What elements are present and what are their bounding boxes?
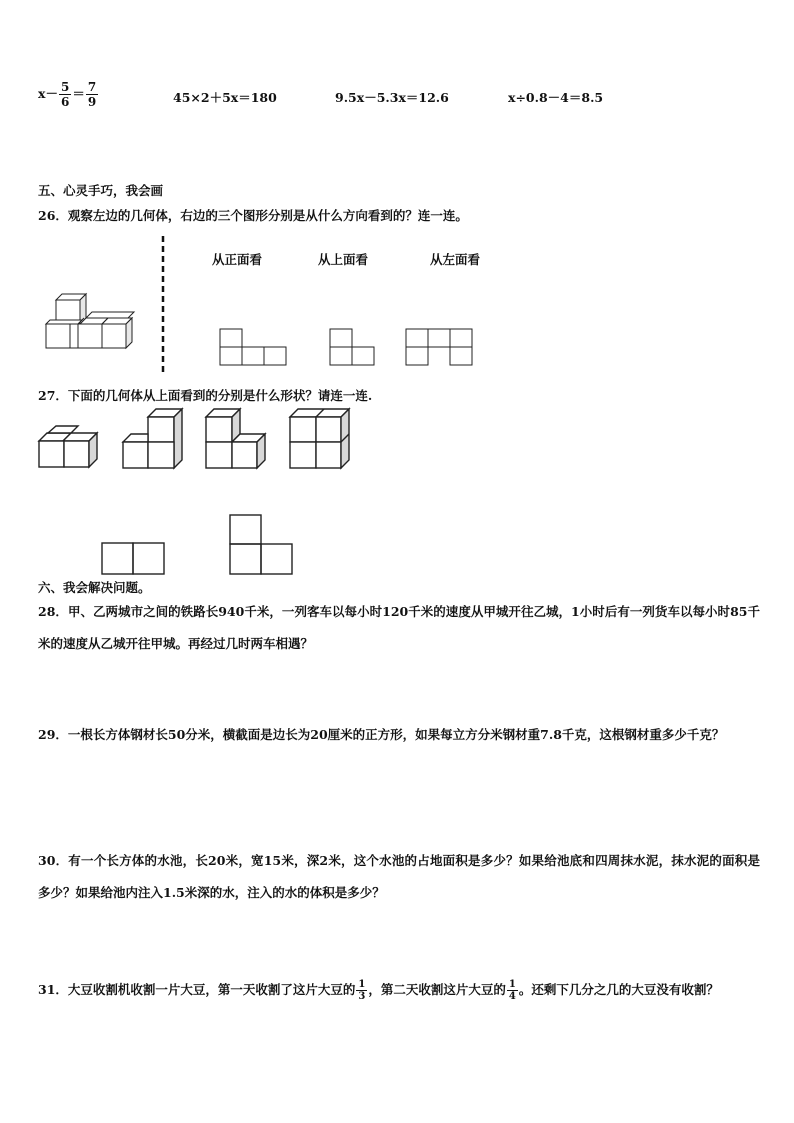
q27-option-shape-2 (229, 514, 295, 576)
section-6-title: 六、我会解决问题。 (38, 580, 151, 595)
fraction-numerator: 5 (60, 80, 70, 94)
equation-3: 9.5x－5.3x＝12.6 (335, 90, 449, 105)
question-31-part-1: 31．大豆收割机收割一片大豆，第一天收割了这片大豆的 (38, 982, 356, 997)
equals-sign: ＝ (72, 86, 85, 101)
question-28-text: 28．甲、乙两城市之间的铁路长940千米，一列客车以每小时120千米的速度从甲城开往乙城，1小时后有一列货车以每小时85千米的速度从乙城开往甲城。再经过几时两车相遇？ (38, 604, 760, 651)
dashed-divider (160, 236, 166, 376)
q27-option-shape-1 (101, 542, 167, 576)
fraction-numerator: 1 (358, 979, 366, 990)
q27-solid-3 (205, 408, 269, 472)
question-31-text (38, 972, 760, 1008)
fraction-denominator: 6 (60, 95, 70, 109)
question-29-text: 29．一根长方体钢材长50分米，横截面是边长为20厘米的正方形，如果每立方分米钢材重7.8千克，这根钢材重多少千克？ (38, 727, 725, 742)
view-shape-3 (405, 328, 477, 368)
fraction-numerator: 1 (508, 979, 516, 990)
fraction-5-6 (59, 80, 71, 109)
fraction-7-9 (86, 80, 98, 109)
cube-face (86, 312, 134, 318)
view-shape-2 (329, 328, 379, 368)
fraction-1-4 (507, 979, 518, 1002)
view-shape-1 (219, 328, 289, 368)
cube-face (78, 324, 102, 348)
equation-2: 45×2＋5x＝180 (173, 90, 277, 105)
cube-face (102, 324, 126, 348)
q27-solid-2 (122, 408, 184, 472)
cube-face (126, 318, 132, 348)
fraction-numerator: 7 (87, 80, 97, 94)
q26-solid-figure (38, 290, 148, 355)
q27-solid-4 (289, 408, 353, 472)
cube-face (46, 320, 82, 324)
cube-face (46, 324, 70, 348)
fraction-denominator: 4 (508, 991, 516, 1002)
question-30-text: 30．有一个长方体的水池，长20米，宽15米，深2米，这个水池的占地面积是多少？如果给池底和四周抹水泥，抹水泥的面积是多少？如果给池内注入1.5米深的水，注入的水的体积是多少？ (38, 853, 760, 900)
q27-solid-1 (38, 425, 102, 471)
equation-1 (38, 80, 99, 109)
equation-1-prefix: x－ (38, 86, 58, 101)
label-top-view: 从上面看 (318, 252, 369, 267)
equation-4: x÷0.8－4＝8.5 (508, 90, 604, 105)
fraction-1-3 (356, 979, 367, 1002)
label-front-view: 从正面看 (212, 252, 263, 267)
section-5-title: 五、心灵手巧，我会画 (38, 183, 164, 198)
cube-face (70, 324, 78, 348)
question-31-part-3: 。还剩下几分之几的大豆没有收割？ (518, 982, 719, 997)
fraction-denominator: 3 (358, 991, 366, 1002)
question-26-text: 26．观察左边的几何体，右边的三个图形分别是从什么方向看到的？连一连。 (38, 208, 468, 223)
question-31-part-2: ，第二天收割这片大豆的 (368, 982, 506, 997)
label-left-view: 从左面看 (430, 252, 481, 267)
question-27-text: 27．下面的几何体从上面看到的分别是什么形状？请连一连. (38, 388, 373, 403)
fraction-denominator: 9 (87, 95, 97, 109)
